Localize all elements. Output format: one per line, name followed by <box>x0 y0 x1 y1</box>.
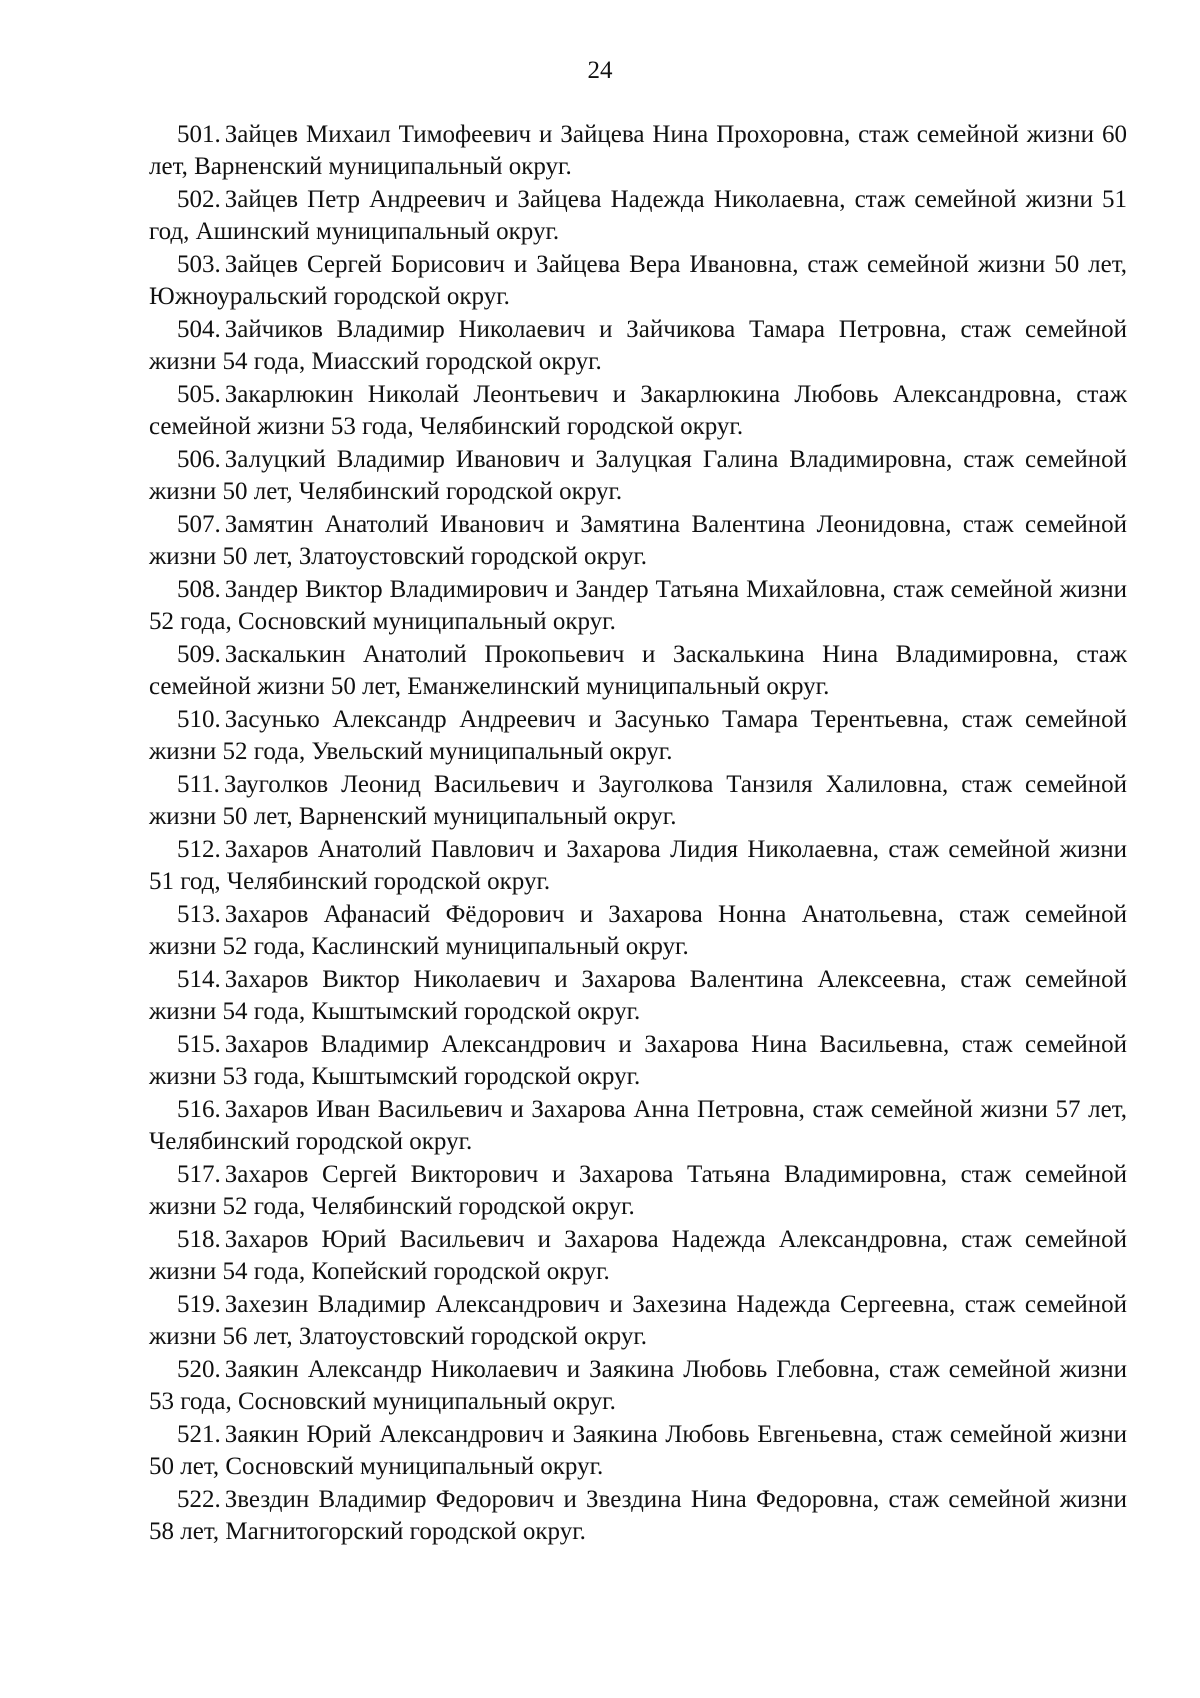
entry-number: 502. <box>177 186 221 213</box>
entry-text: Захаров Афанасий Фёдорович и Захарова Нонна Анатольевна, стаж семейной жизни 52 года, Каслинский муниципальный округ. <box>149 901 1127 960</box>
list-item <box>149 1029 1127 1093</box>
list-item <box>149 639 1127 703</box>
entry-number: 510. <box>177 706 221 733</box>
entry-text: Зандер Виктор Владимирович и Зандер Татьяна Михайловна, стаж семейной жизни 52 года, Сосновский муниципальный округ. <box>149 576 1127 635</box>
entry-text: Заскалькин Анатолий Прокопьевич и Заскалькина Нина Владимировна, стаж семейной жизни 50 лет, Еманжелинский муниципальный округ. <box>149 641 1127 700</box>
list-item <box>149 1419 1127 1483</box>
entry-text: Зауголков Леонид Васильевич и Зауголкова Танзиля Халиловна, стаж семейной жизни 50 лет, Варненский муниципальный округ. <box>149 771 1127 830</box>
entry-number: 517. <box>177 1161 221 1188</box>
entry-text: Зайчиков Владимир Николаевич и Зайчикова Тамара Петровна, стаж семейной жизни 54 года, Миасский городской округ. <box>149 316 1127 375</box>
list-item <box>149 1484 1127 1548</box>
list-item <box>149 444 1127 508</box>
entry-number: 516. <box>177 1096 221 1123</box>
list-item <box>149 899 1127 963</box>
entry-number: 512. <box>177 836 221 863</box>
list-item <box>149 769 1127 833</box>
entry-number: 506. <box>177 446 221 473</box>
entry-text: Залуцкий Владимир Иванович и Залуцкая Галина Владимировна, стаж семейной жизни 50 лет, Челябинский городской округ. <box>149 446 1127 505</box>
entry-text: Захаров Сергей Викторович и Захарова Татьяна Владимировна, стаж семейной жизни 52 года, Челябинский городской округ. <box>149 1161 1127 1220</box>
entry-text: Зайцев Петр Андреевич и Зайцева Надежда Николаевна, стаж семейной жизни 51 год, Ашинский муниципальный округ. <box>149 186 1127 245</box>
entry-number: 508. <box>177 576 221 603</box>
list-item <box>149 1354 1127 1418</box>
entry-number: 518. <box>177 1226 221 1253</box>
entry-text: Закарлюкин Николай Леонтьевич и Закарлюкина Любовь Александровна, стаж семейной жизни 53 года, Челябинский городской округ. <box>149 381 1127 440</box>
list-item <box>149 119 1127 183</box>
entry-text: Захезин Владимир Александрович и Захезина Надежда Сергеевна, стаж семейной жизни 56 лет, Златоустовский городской округ. <box>149 1291 1127 1350</box>
list-item <box>149 509 1127 573</box>
list-item <box>149 1224 1127 1288</box>
list-item <box>149 249 1127 313</box>
entry-text: Зайцев Сергей Борисович и Зайцева Вера Ивановна, стаж семейной жизни 50 лет, Южноуральский городской округ. <box>149 251 1127 310</box>
page-number: 24 <box>587 57 613 84</box>
entry-text: Звездин Владимир Федорович и Звездина Нина Федоровна, стаж семейной жизни 58 лет, Магнитогорский городской округ. <box>149 1486 1127 1545</box>
entry-number: 515. <box>177 1031 221 1058</box>
list-item <box>149 379 1127 443</box>
entry-number: 511. <box>177 771 220 798</box>
entry-number: 520. <box>177 1356 221 1383</box>
entry-number: 519. <box>177 1291 221 1318</box>
list-item <box>149 184 1127 248</box>
entry-number: 501. <box>177 121 221 148</box>
entry-number: 521. <box>177 1421 221 1448</box>
list-item <box>149 574 1127 638</box>
list-item <box>149 1289 1127 1353</box>
list-item <box>149 1159 1127 1223</box>
entry-text: Замятин Анатолий Иванович и Замятина Валентина Леонидовна, стаж семейной жизни 50 лет, Златоустовский городской округ. <box>149 511 1127 570</box>
entry-text: Заякин Юрий Александрович и Заякина Любовь Евгеньевна, стаж семейной жизни 50 лет, Сосновский муниципальный округ. <box>149 1421 1127 1480</box>
entry-text: Захаров Юрий Васильевич и Захарова Надежда Александровна, стаж семейной жизни 54 года, Копейский городской округ. <box>149 1226 1127 1285</box>
entry-text: Заякин Александр Николаевич и Заякина Любовь Глебовна, стаж семейной жизни 53 года, Сосновский муниципальный округ. <box>149 1356 1127 1415</box>
list-item <box>149 314 1127 378</box>
entry-text: Захаров Владимир Александрович и Захарова Нина Васильевна, стаж семейной жизни 53 года, Кыштымский городской округ. <box>149 1031 1127 1090</box>
entry-number: 514. <box>177 966 221 993</box>
entry-number: 522. <box>177 1486 221 1513</box>
entry-text: Засунько Александр Андреевич и Засунько Тамара Терентьевна, стаж семейной жизни 52 года, Увельский муниципальный округ. <box>149 706 1127 765</box>
entry-number: 504. <box>177 316 221 343</box>
entry-number: 509. <box>177 641 221 668</box>
entry-list <box>149 119 1127 1549</box>
entry-number: 505. <box>177 381 221 408</box>
entry-text: Захаров Иван Васильевич и Захарова Анна Петровна, стаж семейной жизни 57 лет, Челябинский городской округ. <box>149 1096 1127 1155</box>
entry-text: Зайцев Михаил Тимофеевич и Зайцева Нина Прохоровна, стаж семейной жизни 60 лет, Варненский муниципальный округ. <box>149 121 1127 180</box>
entry-number: 513. <box>177 901 221 928</box>
entry-number: 507. <box>177 511 221 538</box>
list-item <box>149 834 1127 898</box>
list-item <box>149 704 1127 768</box>
list-item <box>149 964 1127 1028</box>
entry-text: Захаров Виктор Николаевич и Захарова Валентина Алексеевна, стаж семейной жизни 54 года, Кыштымский городской округ. <box>149 966 1127 1025</box>
entry-text: Захаров Анатолий Павлович и Захарова Лидия Николаевна, стаж семейной жизни 51 год, Челябинский городской округ. <box>149 836 1127 895</box>
entry-number: 503. <box>177 251 221 278</box>
list-item <box>149 1094 1127 1158</box>
